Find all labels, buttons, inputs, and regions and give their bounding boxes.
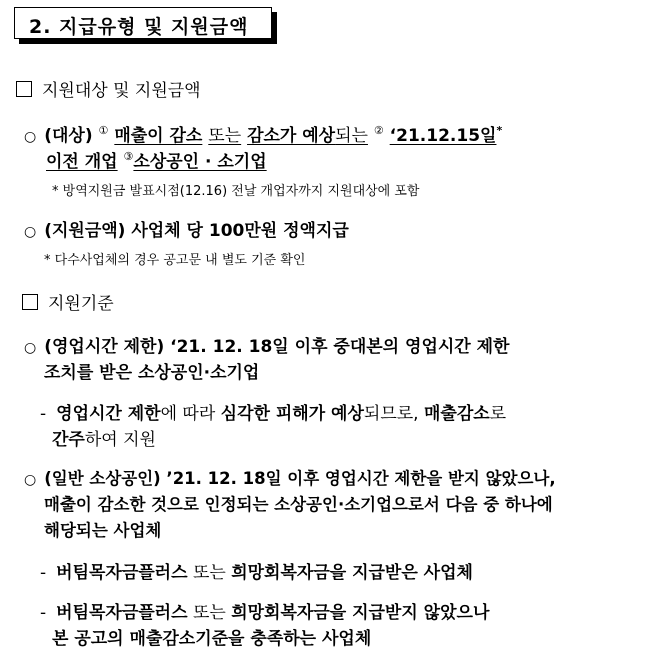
section-title-box	[14, 7, 272, 39]
hours-line-2: 조치를 받은 소상공인·소기업	[44, 363, 260, 383]
target-p1: 매출이 감소	[114, 126, 203, 146]
sub-d: 되므로,	[363, 404, 419, 424]
sub2-c: 희망회복자금을 지급받지 않았으나	[231, 603, 490, 623]
target-p6: 이전 개업	[46, 152, 118, 172]
sub-g: 간주	[52, 430, 85, 450]
heading-criteria	[22, 289, 114, 314]
dash-marker: -	[40, 404, 47, 424]
sub1-c: 희망회복자금을 지급받은 사업체	[231, 563, 473, 583]
target-p2: 또는	[208, 126, 242, 146]
sub-c: 심각한 피해가 예상	[220, 404, 364, 424]
general-sub1	[40, 558, 473, 583]
sub1-a: 버팀목자금플러스	[56, 563, 188, 583]
amount-line	[24, 216, 349, 241]
target-note: * 방역지원금 발표시점(12.16) 전날 개업자까지 지원대상에 포함	[52, 184, 420, 199]
dash-marker: -	[40, 563, 47, 583]
general-text-1: (일반 소상공인) ’21. 12. 18일 이후 영업시간 제한을 받지 않았으나,	[44, 469, 556, 488]
sub-h: 하여 지원	[84, 430, 156, 450]
heading-support-target	[16, 76, 201, 101]
hours-sub-line-2	[52, 425, 156, 450]
dash-marker: -	[40, 603, 47, 623]
heading-text: 지원기준	[48, 294, 114, 314]
sub-f: 로	[489, 404, 507, 424]
bullet-circle-icon: ○	[24, 224, 37, 240]
bullet-circle-icon: ○	[24, 340, 37, 356]
amount-text: (지원금액) 사업체 당 100만원 정액지급	[44, 221, 349, 241]
circled-2: ②	[373, 124, 384, 137]
section-title: 2. 지급유형 및 지원금액	[29, 16, 249, 38]
hours-sub-line-1	[40, 399, 506, 424]
amount-note: * 다수사업체의 경우 공고문 내 별도 기준 확인	[44, 253, 306, 268]
checkbox-square-icon	[22, 294, 38, 310]
asterisk: *	[496, 124, 503, 137]
circled-1: ①	[98, 124, 109, 137]
general-line-2: 매출이 감소한 것으로 인정되는 소상공인·소기업으로서 다음 중 하나에	[44, 495, 553, 514]
target-label: (대상)	[44, 126, 93, 146]
general-line-3: 해당되는 사업체	[44, 521, 162, 540]
hours-text-1: (영업시간 제한) ‘21. 12. 18일 이후 중대본의 영업시간 제한	[44, 337, 510, 357]
bullet-circle-icon: ○	[24, 472, 37, 488]
sub-e: 매출감소	[423, 404, 490, 424]
checkbox-square-icon	[16, 81, 32, 97]
sub2-b: 또는	[192, 603, 226, 623]
sub2-a: 버팀목자금플러스	[56, 603, 188, 623]
target-line-2	[46, 147, 267, 172]
general-sub2-line-1	[40, 598, 489, 623]
sub-a: 영업시간 제한	[56, 404, 161, 424]
target-date: ‘21.12.15일	[389, 126, 497, 146]
general-sub2-line-2: 본 공고의 매출감소기준을 충족하는 사업체	[52, 629, 372, 649]
hours-line-1	[24, 332, 509, 357]
sub-b: 에 따라	[160, 404, 216, 424]
general-line-1	[24, 465, 556, 489]
circled-3: ③	[123, 150, 134, 163]
heading-text: 지원대상 및 지원금액	[42, 81, 201, 101]
bullet-circle-icon: ○	[24, 129, 37, 145]
target-line-1	[24, 121, 502, 146]
sub1-b: 또는	[192, 563, 226, 583]
target-p4: 되는	[335, 126, 368, 146]
target-p7: 소상공인 · 소기업	[133, 152, 267, 172]
target-p3: 감소가 예상	[247, 126, 336, 146]
